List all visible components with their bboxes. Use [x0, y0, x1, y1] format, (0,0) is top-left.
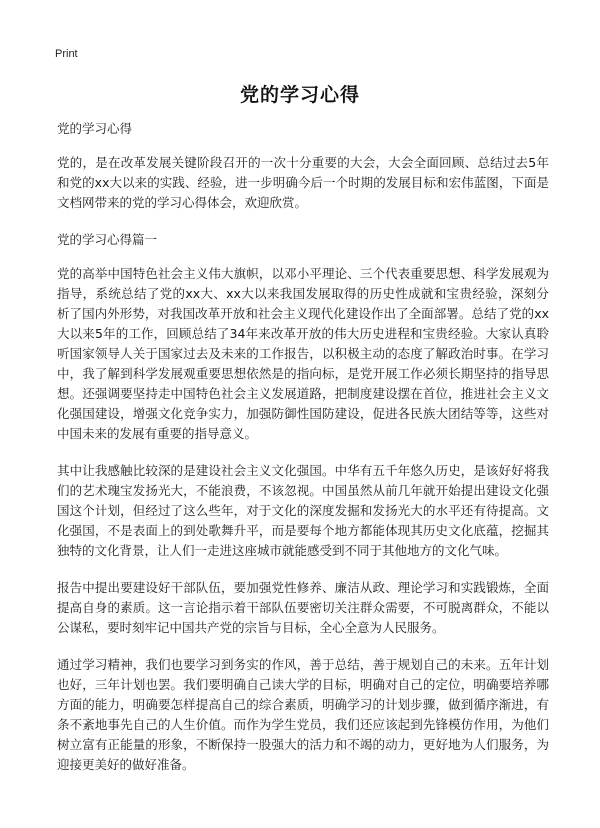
- page-title: 党的学习心得: [239, 84, 360, 106]
- body-paragraph-4: 通过学习精神，我们也要学习到务实的作风，善于总结，善于规划自己的未来。五年计划也好，三年计划也罢。我们要明确自己读大学的目标，明确对自己的定位，明确要培养哪方面的能力，明确要怎样提高自己的综合素质，明确学习的计划步骤，做到循序渐进，有条不紊地事先自己的人生价值。而作为学生党员，我们还应该起到先锋模仿作用，为他们树立富有正能量的形象，不断保持一股强大的活力和不竭的动力，更好地为人们服务，为迎接更美好的做好准备。: [57, 657, 549, 772]
- intro-paragraph: 党的，是在改革发展关键阶段召开的一次十分重要的大会，大会全面回顾、总结过去5年和党的xx大以来的实践、经验，进一步明确今后一个时期的发展目标和宏伟蓝图，下面是文档网带来的党的学习心得体会，欢迎欣赏。: [57, 155, 549, 210]
- section-heading: 党的学习心得篇一: [57, 232, 158, 247]
- body-paragraph-1: 党的高举中国特色社会主义伟大旗帜，以邓小平理论、三个代表重要思想、科学发展观为指导，系统总结了党的xx大、xx大以来我国发展取得的历史性成就和宝贵经验，深刻分析了国内外形势，对我国改革开放和社会主义现代化建设作出了全面部署。总结了党的xx大以来5年的工作，回顾总结了34年来改革开放的伟大历史进程和宝贵经验。大家认真聆听国家领导人关于国家过去及未来的工作报告，以积极主动的态度了解政治时事。在学习中，我了解到科学发展观重要思想依然是的指向标，是党开展工作必须长期坚持的指导思想。还强调要坚持走中国特色社会主义发展道路，把制度建设摆在首位，推进社会主义文化强国建设，增强文化竞争实力，加强防御性国防建设，促进各民族大团结等等，这些对中国未来的发展有重要的指导意义。: [57, 266, 549, 441]
- print-link[interactable]: Print: [55, 48, 78, 60]
- document-body: [57, 119, 549, 775]
- body-paragraph-3: 报告中提出要建设好干部队伍，要加强党性修养、廉洁从政、理论学习和实践锻炼，全面提高自身的素质。这一言论指示着干部队伍要密切关注群众需要，不可脱离群众，不能以公谋私，要时刻牢记中国共产党的宗旨与目标，全心全意为人民服务。: [57, 580, 549, 635]
- document-subtitle: 党的学习心得: [57, 121, 133, 136]
- body-paragraph-2: 其中让我感触比较深的是建设社会主义文化强国。中华有五千年悠久历史，是该好好将我们的艺术瑰宝发扬光大，不能浪费，不该忽视。中国虽然从前几年就开始提出建设文化强国这个计划，但经过了这么些年，对于文化的深度发掘和发扬光大的水平还有待提高。文化强国，不是表面上的到处歌舞升平，而是要每个地方都能体现其历史文化底蕴，挖掘其独特的文化背景，让人们一走进这座城市就能感受到不同于其他地方的文化气味。: [57, 463, 549, 558]
